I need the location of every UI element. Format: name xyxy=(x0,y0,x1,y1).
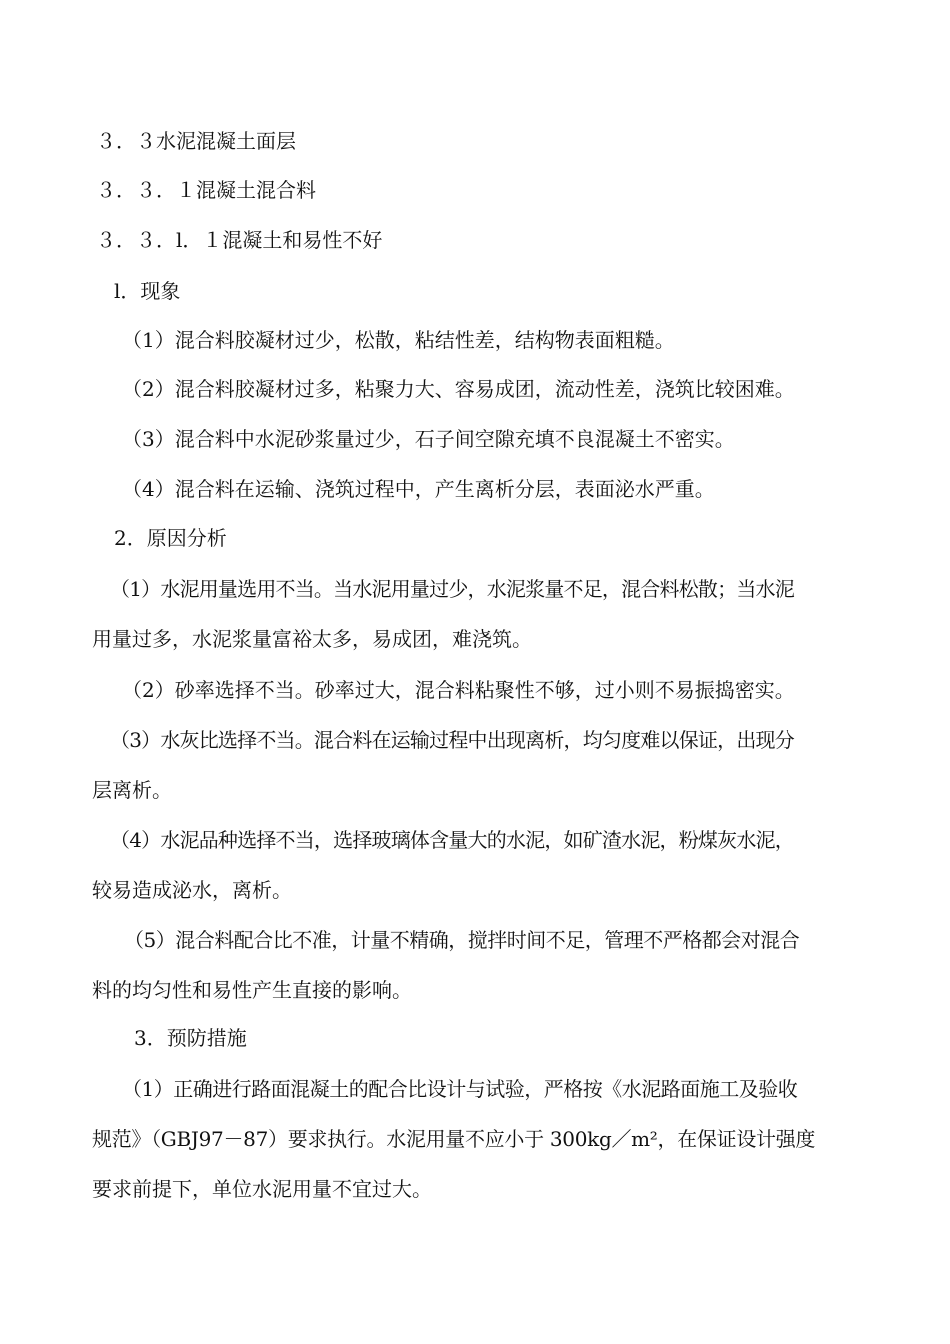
paragraph-line: 较易造成泌水，离析。 xyxy=(92,878,292,902)
list-item: （3）混合料中水泥砂浆量过少，石子间空隙充填不良混凝土不密实。 xyxy=(122,427,735,451)
heading-3-3: ３．３水泥混凝土面层 xyxy=(96,129,296,153)
heading-3-3-1: ３．３．１混凝土混合料 xyxy=(96,178,316,202)
paragraph-line: （2）砂率选择不当。砂率过大，混合料粘聚性不够，过小则不易振捣密实。 xyxy=(122,678,795,702)
section-title-cause-analysis: 2．原因分析 xyxy=(114,526,227,550)
paragraph-line: 料的均匀性和易性产生直接的影响。 xyxy=(92,978,412,1002)
heading-3-3-1-1: ３．３．l．１混凝土和易性不好 xyxy=(96,228,383,252)
section-title-prevention: 3．预防措施 xyxy=(134,1026,247,1050)
paragraph-line: （4）水泥品种选择不当，选择玻璃体含量大的水泥，如矿渣水泥，粉煤灰水泥， xyxy=(110,828,794,852)
list-item: （4）混合料在运输、浇筑过程中，产生离析分层，表面泌水严重。 xyxy=(122,477,715,501)
paragraph-line: （3）水灰比选择不当。混合料在运输过程中出现离析，均匀度难以保证，出现分 xyxy=(110,728,794,752)
paragraph-line: 层离析。 xyxy=(92,778,172,802)
paragraph-line: 规范》（GBJ97－87）要求执行。水泥用量不应小于 300kg／m²，在保证设计强度 xyxy=(92,1127,816,1151)
paragraph-line: （1）正确进行路面混凝土的配合比设计与试验，严格按《水泥路面施工及验收 xyxy=(122,1077,798,1101)
section-title-phenomenon: l．现象 xyxy=(114,279,181,303)
paragraph-line: 用量过多，水泥浆量富裕太多，易成团，难浇筑。 xyxy=(92,627,532,651)
paragraph-line: （1）水泥用量选用不当。当水泥用量过少，水泥浆量不足，混合料松散；当水泥 xyxy=(110,577,794,601)
paragraph-line: （5）混合料配合比不准，计量不精确，搅拌时间不足，管理不严格都会对混合 xyxy=(124,928,800,952)
list-item: （2）混合料胶凝材过多，粘聚力大、容易成团，流动性差，浇筑比较困难。 xyxy=(122,377,795,401)
list-item: （1）混合料胶凝材过少，松散，粘结性差，结构物表面粗糙。 xyxy=(122,328,675,352)
paragraph-line: 要求前提下，单位水泥用量不宜过大。 xyxy=(92,1177,432,1201)
